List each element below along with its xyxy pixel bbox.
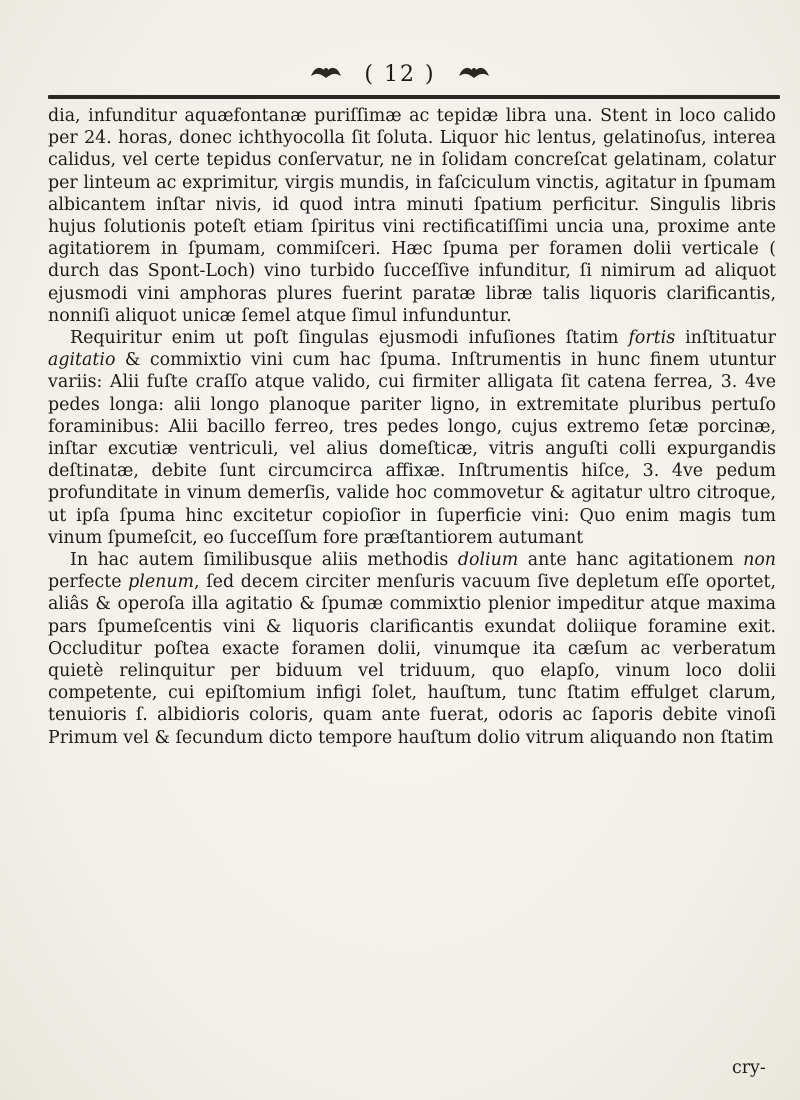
- paragraph: [48, 549, 776, 749]
- italic-text: dolium: [457, 550, 519, 571]
- page-number: ( 12 ): [364, 62, 436, 87]
- text-run: durch das Spont-Loch: [48, 261, 249, 282]
- text-run: inſtituatur: [675, 328, 776, 349]
- body-text: [48, 105, 776, 749]
- catchword: cry-: [732, 1058, 766, 1078]
- page-header: [0, 60, 800, 90]
- italic-text: agitatio: [48, 350, 116, 371]
- italic-text: non: [743, 550, 776, 571]
- italic-text: plenum: [128, 572, 195, 593]
- paragraph: [48, 327, 776, 549]
- text-run: perfecte: [48, 572, 129, 593]
- paragraph: [48, 105, 776, 327]
- text-run: dia, infunditur aquæfontanæ puriſſimæ ac tepidæ libra una. Stent in loco calido per 24. horas, donec ichthyocolla ſit ſoluta. Liquor hic lentus, gelatinoſus, interea calidus, vel certe tepidus conſervatur, ne in ſolidam concreſcat gelatinam, colatur per linteum ac exprimitur, virgis mundis, in faſciculum vinctis, agitatur in ſpumam albicantem inſtar nivis, id quod intra minuti ſpatium perficitur. Singulis libris hujus ſolutionis poteſt etiam ſpiritus vini rectificatiſſimi uncia una, proxime ante agitatiorem in ſpumam, commiſceri. Hæc ſpuma per foramen dolii verticale (: [48, 106, 776, 260]
- text-run: Requiritur enim ut poſt ſingulas ejusmodi infuſiones ſtatim: [70, 328, 629, 349]
- text-run: & commixtio vini cum hac ſpuma. Inſtrumentis in hunc finem utuntur variis: Alii fuſte craſſo atque valido, cui firmiter alligata ſit catena ferrea, 3. 4ve pedes longa: alii longo planoque pariter ligno, in extremitate pluribus pertuſo foraminibus: Alii bacillo ferreo, tres pedes longo, cujus extremo ſetæ porcinæ, inſtar excutiæ ventriculi, vel alius domeſticæ, vitris anguſti colli expurgandis deſtinatæ, debite ſunt circumcirca affixæ. Inſtrumentis hiſce, 3. 4ve pedum profunditate in vinum demerſis, valide hoc commovetur & agitatur ultro citroque, ut ipſa ſpuma hinc excitetur copioſior in ſuperficie vini: Quo enim magis tum vinum ſpumeſcit, eo ſucceſſum fore præſtantiorem autumant: [48, 350, 776, 548]
- ornament-left-icon: [309, 60, 343, 90]
- text-run: , ſed decem circiter menſuris vacuum ſive depletum eſſe oportet, aliâs & operoſa illa agitatio & ſpumæ commixtio plenior impeditur atque maxima pars ſpumeſcentis vini & liquoris clarificantis exundat doliique foramine exit. Occluditur poſtea exacte foramen dolii, vinumque ita cæſum ac verberatum quietè relinquitur per biduum vel triduum, quo elapſo, vinum loco dolii competente, cui epiſtomium infigi ſolet, hauſtum, tunc ſtatim effulget clarum, tenuioris ſ. albidioris coloris, quam ante fuerat, odoris ac ſaporis debite vinoſi Primum vel & ſecundum dicto tempore hauſtum dolio vitrum aliquando non ſtatim: [48, 572, 776, 748]
- text-run: In hac autem ſimilibusque aliis methodis: [70, 550, 458, 571]
- text-run: ante hanc agitationem: [518, 550, 744, 571]
- italic-text: fortis: [628, 328, 676, 349]
- ornament-right-icon: [457, 60, 491, 90]
- header-rule: [48, 95, 780, 99]
- text-run: ) vino turbido ſucceſſive infunditur, ſi nimirum ad aliquot ejusmodi vini amphoras plures fuerint paratæ libræ talis liquoris clarificantis, nonniſi aliquot unicæ ſemel atque ſimul infunduntur.: [48, 261, 777, 326]
